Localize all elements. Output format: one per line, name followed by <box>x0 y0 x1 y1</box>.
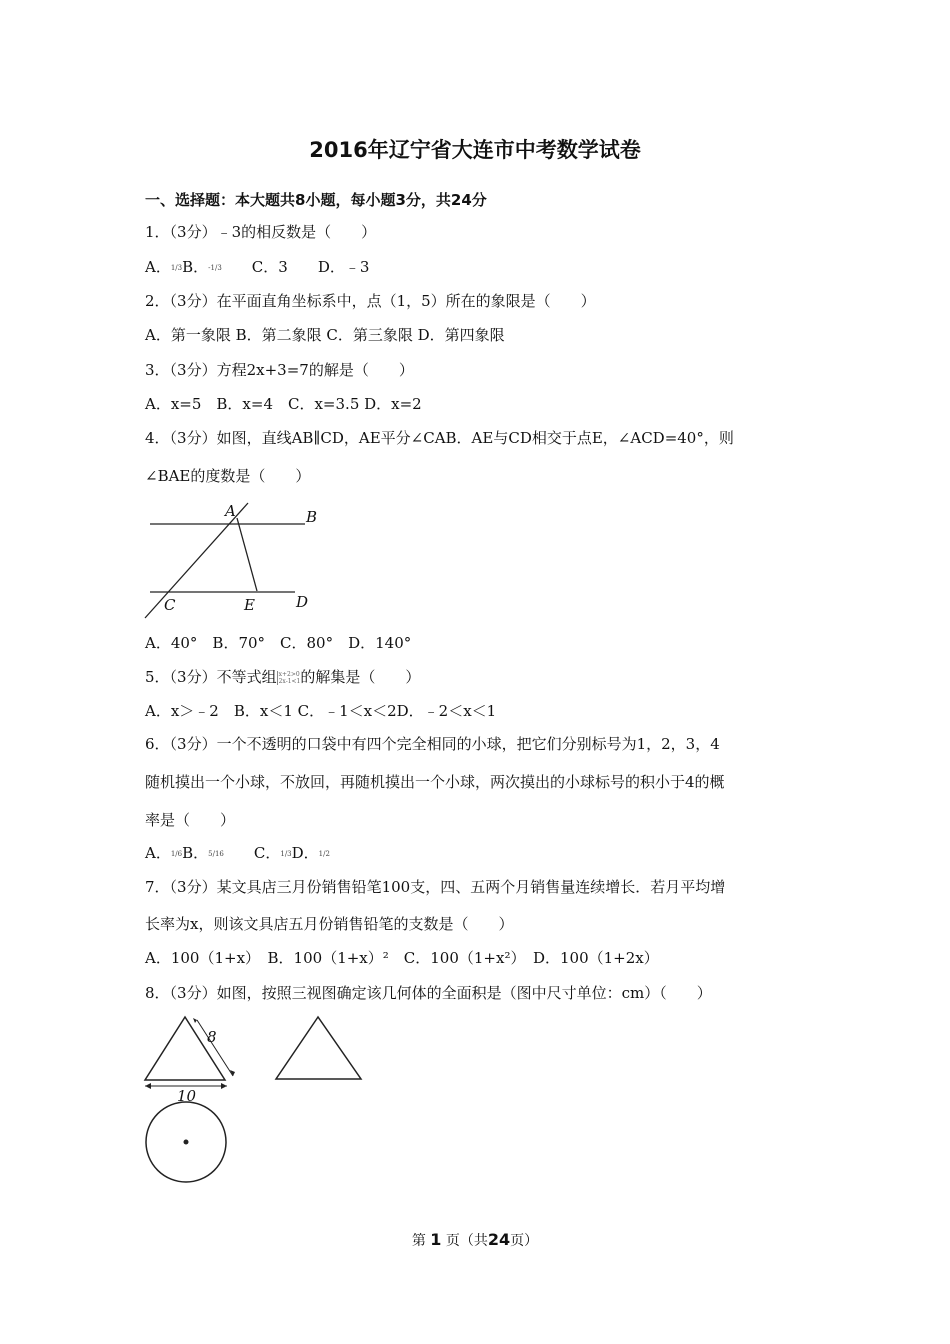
q1-option-b-label: B． <box>182 258 209 276</box>
label-b: B <box>306 508 318 526</box>
q4-geometry-figure <box>140 500 330 625</box>
q5-inequality-1: x+2>0 <box>278 671 300 678</box>
q6-option-d-label: D． <box>291 844 319 862</box>
label-c: C <box>164 596 176 614</box>
q5-options: A．x＞﹣2 B．x＜1 C．﹣1＜x＜2D．﹣2＜x＜1 <box>145 702 497 720</box>
q6-option-a-fraction: 1/6 <box>170 850 183 858</box>
q6-stem-line-3: 率是（ ） <box>145 811 236 829</box>
q8-three-view-figure <box>135 1010 380 1190</box>
footer-total-pages: 24 <box>487 1230 511 1249</box>
label-a: A <box>225 502 236 520</box>
footer-page-number: 1 <box>430 1230 442 1249</box>
q6-stem-line-2: 随机摸出一个小球，不放回，再随机摸出一个小球，两次摸出的小球标号的积小于4的概 <box>145 773 725 791</box>
q6-option-b-fraction: 5/16 <box>208 850 224 858</box>
q6-stem-line-1: 6．（3分）一个不透明的口袋中有四个完全相同的小球，把它们分别标号为1，2，3，4 <box>145 735 720 753</box>
q4-stem-line-1: 4．（3分）如图，直线AB∥CD，AE平分∠CAB．AE与CD相交于点E，∠ACD=40°，则 <box>145 429 734 447</box>
q6-option-c-fraction: 1/3 <box>280 850 292 858</box>
side-dimension-arrow-top <box>193 1018 197 1023</box>
q6-option-c-label: C． <box>253 844 281 862</box>
q7-stem-line-1: 7．（3分）某文具店三月份销售铅笔100支，四、五两个月销售量连续增长．若月平均增 <box>145 878 726 896</box>
footer-prefix: 第 <box>411 1233 426 1249</box>
q5-inequality-2: 2x-1<1 <box>278 678 301 685</box>
q3-options: A．x=5 B．x=4 C．x=3.5 D．x=2 <box>145 395 422 413</box>
q7-stem-line-2: 长率为x，则该文具店五月份销售铅笔的支数是（ ） <box>145 915 514 933</box>
footer-middle: 页（共 <box>445 1233 488 1249</box>
q6-option-b-label: B． <box>182 844 209 862</box>
label-base-10: 10 <box>177 1087 197 1105</box>
q1-option-a-label: A． <box>145 258 171 276</box>
line-ae <box>237 518 257 591</box>
q5-inequality-system <box>277 671 301 685</box>
q8-stem: 8．（3分）如图，按照三视图确定该几何体的全面积是（图中尺寸单位：cm）（ ） <box>145 984 712 1002</box>
q1-stem: 1．（3分）﹣3的相反数是（ ） <box>145 223 377 241</box>
side-view-triangle <box>276 1017 361 1079</box>
q3-stem: 3．（3分）方程2x+3=7的解是（ ） <box>145 361 414 379</box>
q2-stem: 2．（3分）在平面直角坐标系中，点（1，5）所在的象限是（ ） <box>145 292 596 310</box>
q4-options: A．40° B．70° C．80° D．140° <box>145 634 412 652</box>
section-heading: 一、选择题：本大题共8小题，每小题3分，共24分 <box>145 191 487 209</box>
top-view-center-dot <box>184 1140 189 1145</box>
q1-option-rest: C．3 D．﹣3 <box>251 258 370 276</box>
front-view-triangle <box>145 1017 225 1080</box>
q5-stem <box>145 667 420 687</box>
line-ac <box>145 503 248 618</box>
page-footer <box>0 1230 950 1250</box>
page-title: 2016年辽宁省大连市中考数学试卷 <box>309 138 641 162</box>
q2-options: A．第一象限 B．第二象限 C．第三象限 D．第四象限 <box>145 326 505 344</box>
q7-options: A．100（1+x） B．100（1+x）² C．100（1+x²） D．100（1+2x） <box>145 949 659 967</box>
q6-option-a-label: A． <box>145 844 171 862</box>
q1-option-b-fraction: -1/3 <box>208 264 222 272</box>
q6-options <box>145 843 330 864</box>
q4-stem-line-2: ∠BAE的度数是（ ） <box>145 467 311 485</box>
q5-stem-after: 的解集是（ ） <box>300 668 421 686</box>
label-d: D <box>296 593 309 611</box>
footer-suffix: 页） <box>510 1233 539 1249</box>
q5-stem-before: 5．（3分）不等式组 <box>145 668 277 686</box>
q6-option-d-fraction: 1/2 <box>318 850 330 858</box>
q1-options <box>145 257 369 278</box>
base-dimension-arrow-right <box>221 1083 227 1089</box>
label-e: E <box>244 596 255 614</box>
q1-option-a-fraction: 1/3 <box>170 264 183 272</box>
label-side-8: 8 <box>207 1028 217 1046</box>
base-dimension-arrow-left <box>145 1083 151 1089</box>
